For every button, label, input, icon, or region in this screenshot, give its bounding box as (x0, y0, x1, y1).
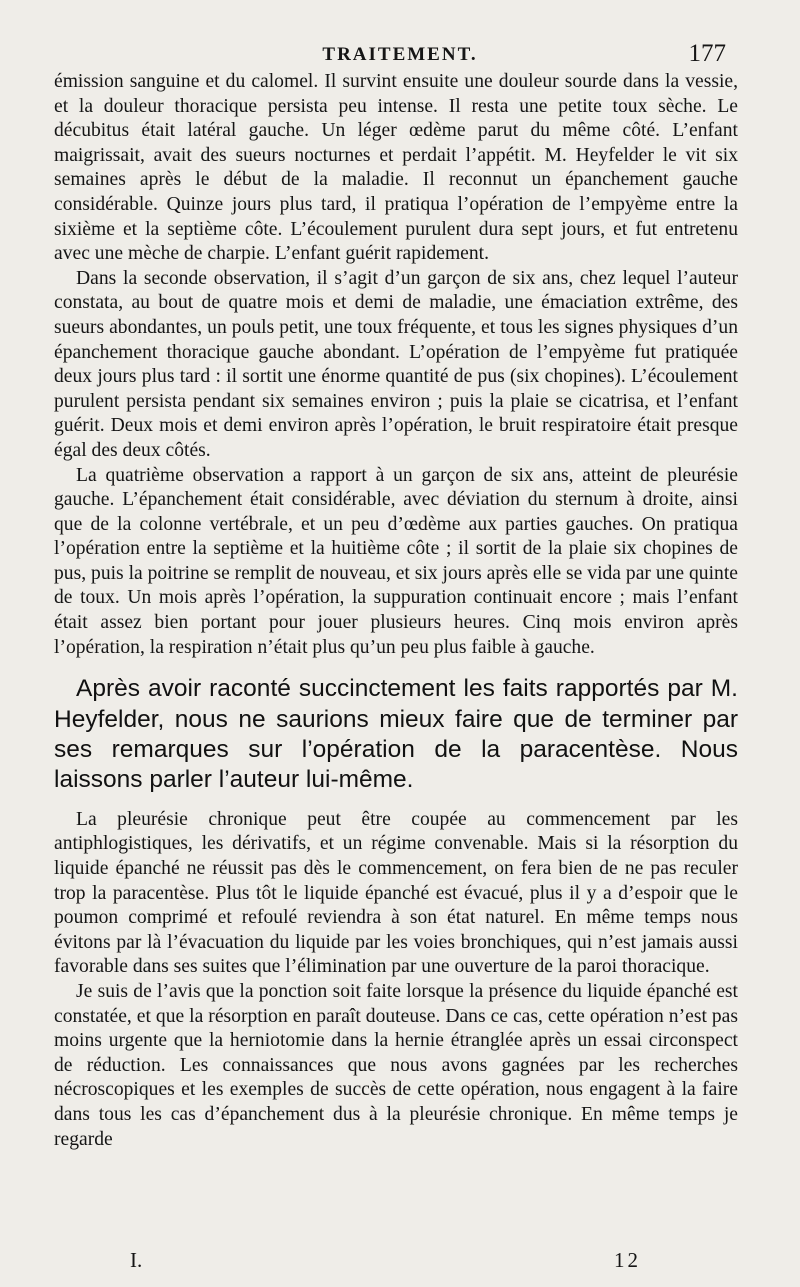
paragraph-author-transition: Après avoir raconté succinctement les faits rapportés par M. Heyfelder, nous ne saurions mieux faire que de terminer par ses remarques sur l’opération de la paracentèse. Nous laissons parler l’auteur lui-même. (54, 675, 738, 794)
volume-mark: I. (130, 1248, 143, 1272)
page-body (54, 70, 738, 1152)
paragraph-second-observation: Dans la seconde observation, il s’agit d’un garçon de six ans, chez lequel l’auteur constata, au bout de quatre mois et demi de maladie, une émaciation extrême, des sueurs abondantes, un pouls petit, une toux fréquente, et tous les signes physiques d’un épanchement thoracique gauche abondant. L’opération de l’empyème fut pratiquée deux jours plus tard : il sortit une énorme quantité de pus (six chopines). L’écoulement purulent persista pendant six semaines environ ; puis la plaie se cicatrisa, et l’enfant guérit. Deux mois et demi environ après l’opération, le bruit respiratoire était presque égal des deux côtés. (54, 267, 738, 461)
page-header (0, 40, 800, 72)
running-head: TRAITEMENT. (322, 44, 478, 65)
signature-mark: 12 (614, 1248, 641, 1272)
paragraph-fourth-observation: La quatrième observation a rapport à un garçon de six ans, atteint de pleurésie gauche. L’épanchement était considérable, avec déviation du sternum à droite, ainsi que de la colonne vertébrale, et un peu d’œdème aux parties gauches. On pratiqua l’opération entre la septième et la huitième côte ; il sortit de la plaie six chopines de pus, puis la poitrine se remplit de nouveau, et six jours après elle se vida par une quinte de toux. Un mois après l’opération, la suppuration continuait encore ; mais l’enfant était assez bien portant pour jouer plusieurs heures. Cinq mois environ après l’opération, la respiration n’était plus qu’un peu plus faible à gauche. (54, 464, 738, 658)
paragraph-quote-puncture: Je suis de l’avis que la ponction soit faite lorsque la présence du liquide épanché est constatée, et que la résorption en paraît douteuse. Dans ce cas, cette opération n’est pas moins urgente que la herniotomie dans la hernie étranglée après un essai circonspect de réduction. Les connaissances que nous avons gagnées par les recherches nécroscopiques et les exemples de succès de cette opération, nous engagent à la faire dans tous les cas d’épanchement dus à la pleurésie chronique. En même temps je regarde (54, 981, 738, 1150)
page-number: 177 (688, 40, 726, 67)
paragraph-quote-pleurisy: La pleurésie chronique peut être coupée au commencement par les antiphlogistiques, les dérivatifs, et un régime convenable. Mais si la résorption du liquide épanché ne réussit pas dès le commencement, on fera bien de ne pas reculer trop la paracentèse. Plus tôt le liquide épanché est évacué, plus il y a d’espoir que le poumon comprimé et refoulé reviendra à son état naturel. En même temps nous évitons par là l’évacuation du liquide par les voies bronchiques, qui n’est jamais aussi favorable dans ses suites que l’élimination par une ouverture de la paroi thoracique. (54, 808, 738, 978)
paragraph-continued: émission sanguine et du calomel. Il survint ensuite une douleur sourde dans la vessie, et la douleur thoracique persista peu intense. Il resta une petite toux sèche. Le décubitus était latéral gauche. Un léger œdème parut du même côté. L’enfant maigrissait, avait des sueurs nocturnes et perdait l’appétit. M. Heyfelder le vit six semaines après le début de la maladie. Il reconnut un épanchement gauche considérable. Quinze jours plus tard, il pratiqua l’opération de l’empyème entre la sixième et la septième côte. L’écoulement purulent dura sept jours, et fut entretenu avec une mèche de charpie. L’enfant guérit rapidement. (54, 71, 738, 265)
page-footer (0, 1248, 800, 1278)
